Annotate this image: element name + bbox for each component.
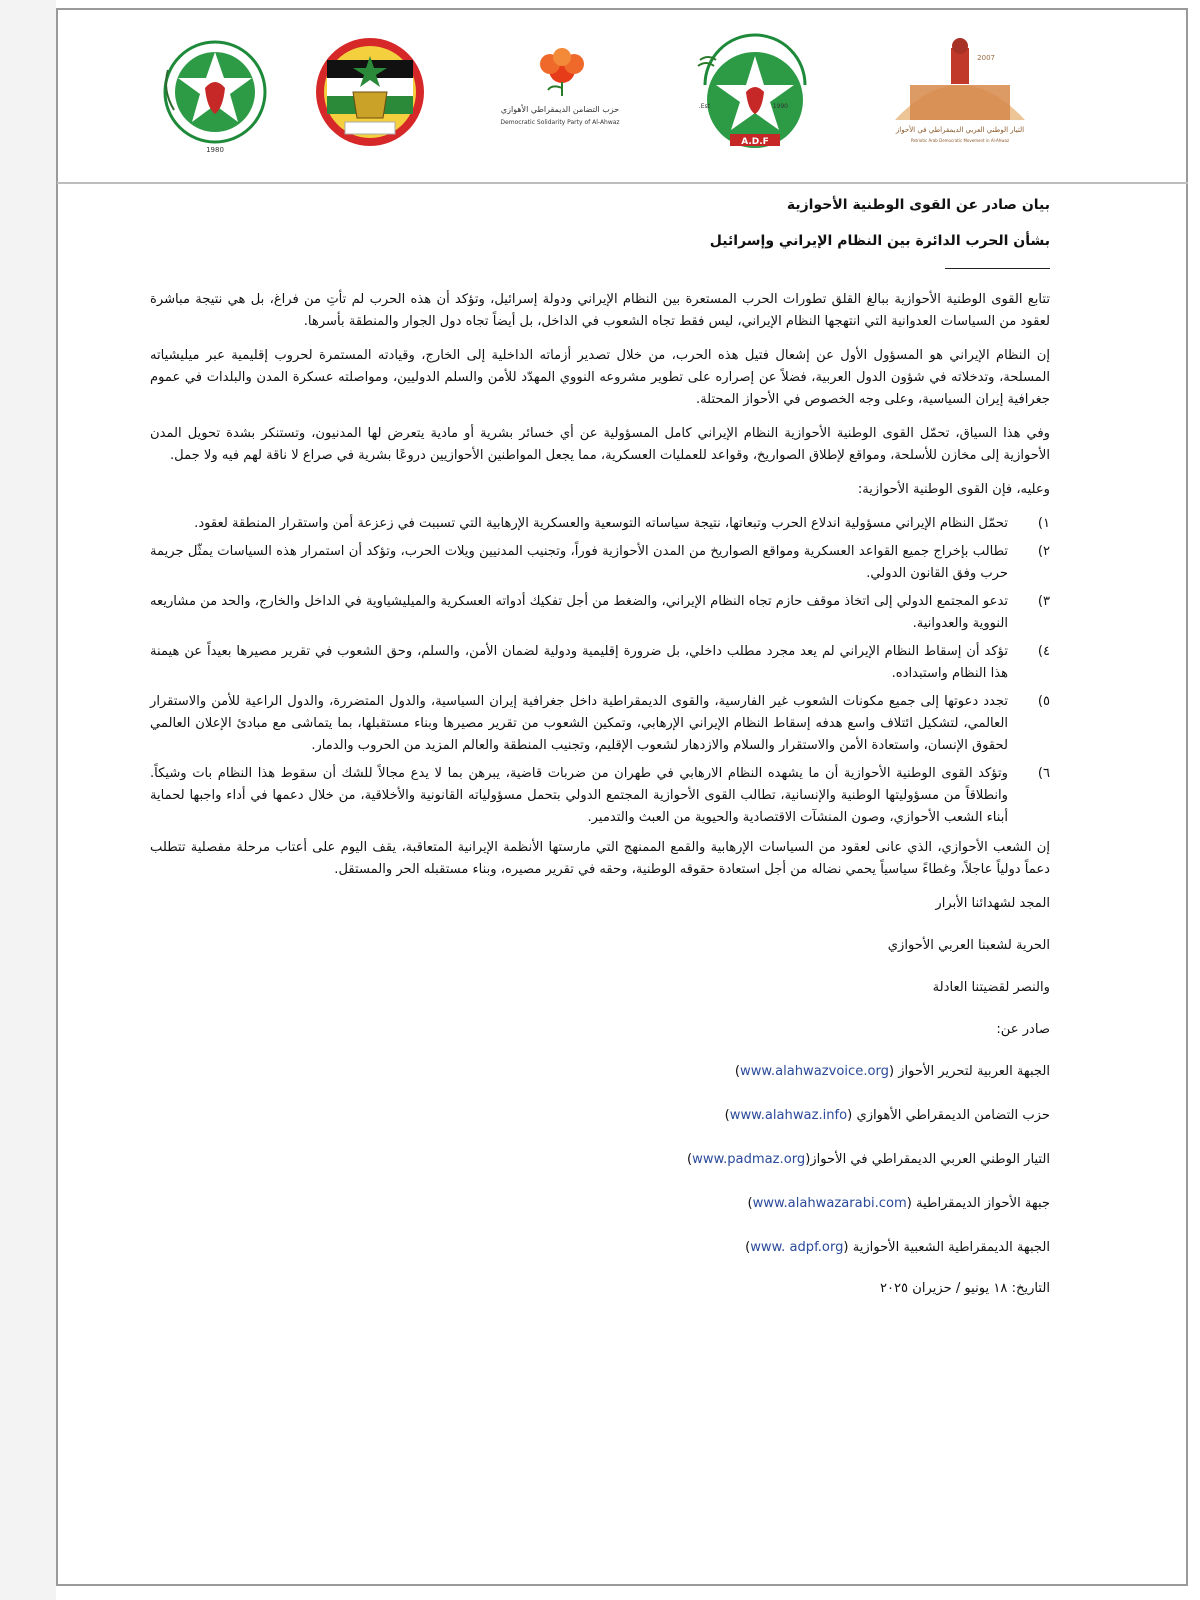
paragraph-1: تتابع القوى الوطنية الأحوازية ببالغ القلق تطورات الحرب المستعرة بين النظام الإيراني ودولة إسرائيل، وتؤكد أن هذه الحرب لم تأتِ من فراغ، بل هي نتيجة مباشرة لعقود من السياسات العدوانية التي انتهجها النظام الإيراني، ليس فقط تجاه الشعوب في الداخل، بل أيضاً تجاه دول الجوار والمنطقة بأسرها.: [150, 292, 1050, 329]
list-text: تحمّل النظام الإيراني مسؤولية اندلاع الحرب وتبعاتها، نتيجة سياساته التوسعية والعسكرية الإرهابية التي تسببت في زعزعة أمن واستقرار المنطقة لعقود.: [194, 516, 1008, 531]
democratic-solidarity-party-logo: [470, 30, 650, 160]
lead-in: وعليه، فإن القوى الوطنية الأحوازية:: [857, 482, 1050, 497]
list-number: ١): [1037, 516, 1050, 531]
source-entry: جبهة الأحواز الديمقراطية (www.alahwazarabi.com): [747, 1196, 1050, 1211]
source-entry: الجبهة الديمقراطية الشعبية الأحوازية (www. adpf.org): [745, 1240, 1050, 1255]
closing-line-victory: والنصر لقضيتنا العادلة: [932, 980, 1050, 995]
list-text: تدعو المجتمع الدولي إلى اتخاذ موقف حازم تجاه النظام الإيراني، والضغط من أجل تفكيك أدواته العسكرية والميليشياوية في الداخل والخارج، والحد من مشاريعه النووية والعدوانية.: [150, 594, 1008, 631]
issued-by-label: صادر عن:: [996, 1022, 1050, 1037]
source-name: التيار الوطني العربي الديمقراطي في الأحواز(: [805, 1152, 1050, 1167]
svg-text:حزب التضامن الديمقراطي الأهواز: حزب التضامن الديمقراطي الأهوازي: [500, 105, 620, 114]
list-item: [150, 691, 1050, 757]
list-text: وتؤكد القوى الوطنية الأحوازية أن ما يشهده النظام الارهابي في طهران من ضربات قاضية، يبرهن بما لا يدع مجالاً للشك أن سقوط هذا النظام بات وشيكاً. وانطلاقاً من مسؤوليتها الوطنية والإنسانية، تطالب القوى الأحوازية المجتمع الدولي بتحمل مسؤولياته القانونية والأخلاقية، من خلال دعمها في أداء واجبها لحماية أبناء الشعب الأحوازي، وصون المنشآت الاقتصادية والحيوية من العبث والتدمير.: [150, 766, 1008, 825]
source-url[interactable]: www. adpf.org: [750, 1240, 844, 1255]
source-name: الجبهة العربية لتحرير الأحواز (: [888, 1064, 1050, 1079]
page-background-margin: [0, 0, 56, 1600]
logo-1-caption: 1980: [206, 146, 224, 154]
statement-subtitle: بشأن الحرب الدائرة بين النظام الإيراني وإسرائيل: [709, 233, 1050, 249]
svg-text:Democratic Solidarity Party of: Democratic Solidarity Party of Al-Ahwaz: [500, 119, 620, 126]
list-number: ٣): [1037, 594, 1050, 609]
list-number: ٢): [1037, 544, 1050, 559]
source-name: جبهة الأحواز الديمقراطية (: [906, 1196, 1050, 1211]
source-url[interactable]: www.alahwazvoice.org: [739, 1064, 889, 1079]
source-entry: التيار الوطني العربي الديمقراطي في الأحواز(www.padmaz.org): [687, 1152, 1050, 1167]
svg-text:A.D.F: A.D.F: [741, 137, 769, 147]
statement-body: [150, 194, 1050, 1296]
list-text: تجدد دعوتها إلى جميع مكونات الشعوب غير الفارسية، والقوى الديمقراطية داخل جغرافية إيران السياسية، والدول المتضررة، والدول الراعية للأمن والاستقرار العالمي، لتشكيل ائتلاف واسع هدفه إسقاط النظام الإيراني الإرهابي، وتمكين الشعوب من تقرير مصيرها وبناء مستقبلها، بما يتماشى مع مبادئ الإعلان العالمي لحقوق الإنسان، واستعادة الأمن والاستقرار والسلام والازدهار لشعوب الإقليم، وتجنيب المنطقة والعالم المزيد من الحروب والدمار.: [150, 694, 1008, 753]
arab-front-liberation-alahwaz-logo: [150, 30, 280, 160]
source-name: الجبهة الديمقراطية الشعبية الأحوازية (: [843, 1240, 1050, 1255]
demands-list: [150, 513, 1050, 829]
statement-date: التاريخ: ١٨ يونيو / حزيران ٢٠٢٥: [879, 1281, 1050, 1296]
source-entry: حزب التضامن الديمقراطي الأهوازي (www.alahwaz.info): [724, 1108, 1050, 1123]
list-text: تؤكد أن إسقاط النظام الإيراني لم يعد مجرد مطلب داخلي، بل ضرورة إقليمية ودولية لضمان الأمن، والسلم، وحق الشعوب في تقرير مصيرها بعيداً عن هيمنة هذا النظام واستبداده.: [150, 644, 1008, 681]
list-text: تطالب بإخراج جميع القواعد العسكرية ومواقع الصواريخ من المدن الأحوازية فوراً، وتجنيب المدنيين ويلات الحرب، وتؤكد أن استمرار هذه السياسات يمثّل جريمة حرب وفق القانون الدولي.: [150, 544, 1008, 581]
svg-text:التيار الوطني العربي الديمقراط: التيار الوطني العربي الديمقراطي في الأحواز: [895, 126, 1025, 134]
list-item: [150, 541, 1050, 585]
short-underline: [945, 268, 1050, 269]
svg-text:Est.: Est.: [698, 103, 710, 110]
svg-text:Patriotic Arab Democratic Move: Patriotic Arab Democratic Movement in Al-Ahwaz: [910, 138, 1010, 143]
logos-header: [80, 30, 1140, 160]
source-entry: الجبهة العربية لتحرير الأحواز (www.alahwazvoice.org): [734, 1064, 1050, 1079]
list-item: [150, 513, 1050, 535]
list-number: ٦): [1037, 766, 1050, 781]
list-number: ٤): [1037, 644, 1050, 659]
conclusion-paragraph: إن الشعب الأحوازي، الذي عانى لعقود من السياسات الإرهابية والقمع الممنهج التي مارستها الأنظمة الإيرانية المتعاقبة، يقف اليوم على أعتاب مرحلة مفصلية تتطلب دعماً دولياً عاجلاً، وغطاءً سياسياً يحمي نضاله من أجل استعادة حقوقه الوطنية، وحقه في تقرير مصيره، وبناء مستقبله الحر والمستقل.: [150, 840, 1050, 877]
svg-text:2007: 2007: [977, 54, 995, 62]
list-item: [150, 591, 1050, 635]
list-item: [150, 763, 1050, 829]
patriotic-arab-democratic-movement-logo: [865, 30, 1055, 160]
paragraph-3: وفي هذا السياق، تحمّل القوى الوطنية الأحوازية النظام الإيراني كامل المسؤولية عن أي خسائر بشرية أو مادية يتعرض لها المدنيون، وتستنكر بشدة تحويل المدن الأحوازية إلى مخازن للأسلحة، ومواقع لإطلاق الصواريخ، وقواعد للعمليات العسكرية، مما يجعل المواطنين الأحوازيين دروعًا بشرية في صراع لا ناقة لهم فيه ولا جمل.: [150, 426, 1050, 463]
closing-line-glory: المجد لشهدائنا الأبرار: [935, 896, 1050, 911]
statement-title: بيان صادر عن القوى الوطنية الأحوازية: [786, 197, 1050, 213]
header-divider: [57, 182, 1188, 184]
source-url[interactable]: www.alahwaz.info: [729, 1108, 848, 1123]
list-number: ٥): [1037, 694, 1050, 709]
solidarity-party-seal-logo: [305, 30, 435, 160]
ahwaz-democratic-front-logo: [680, 30, 830, 160]
source-url[interactable]: www.padmaz.org: [692, 1152, 806, 1167]
paragraph-2: إن النظام الإيراني هو المسؤول الأول عن إشعال فتيل هذه الحرب، من خلال تصدير أزماته الداخلية إلى الخارج، وقيادته المستمرة لحروب إقليمية عبر ميليشياته المسلحة، وتدخلاته في شؤون الدول العربية، فضلاً عن إصراره على تطوير مشروعه النووي المهدّد للأمن والسلم الدوليين، ومواصلته عسكرة المدن والبلدات في عموم جغرافية إيران السياسية، وعلى وجه الخصوص في الأحواز المحتلة.: [150, 348, 1050, 407]
svg-text:1990: 1990: [772, 103, 788, 110]
list-item: [150, 641, 1050, 685]
source-name: حزب التضامن الديمقراطي الأهوازي (: [847, 1108, 1050, 1123]
source-url[interactable]: www.alahwazarabi.com: [752, 1196, 907, 1211]
closing-line-freedom: الحرية لشعبنا العربي الأحوازي: [887, 938, 1050, 953]
